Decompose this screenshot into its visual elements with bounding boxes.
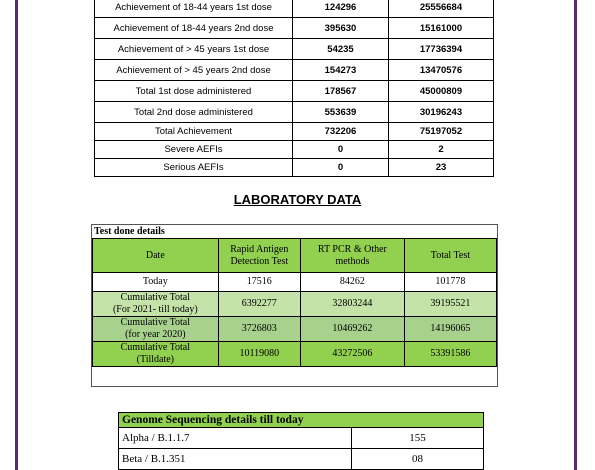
- row-label: Achievement of > 45 years 2nd dose: [95, 60, 293, 81]
- table-row: [93, 342, 497, 367]
- row-today: 732206: [293, 123, 389, 141]
- table-row: [95, 81, 494, 102]
- row-total: 23: [389, 159, 494, 177]
- header-rtpcr-line2: methods: [335, 255, 370, 267]
- table-row: [95, 0, 494, 18]
- table-header-row: [93, 239, 497, 273]
- today-total: 101778: [404, 273, 496, 292]
- cum2020-label-line2: (for year 2020): [125, 329, 186, 340]
- table-row: [119, 449, 484, 470]
- variant-count: 08: [352, 449, 484, 470]
- row-today: 54235: [293, 39, 389, 60]
- lab-table: [92, 238, 497, 367]
- row-label: Total Achievement: [95, 123, 293, 141]
- row-today: 0: [293, 141, 389, 159]
- row-label: Achievement of 18-44 years 1st dose: [95, 0, 293, 18]
- row-today: 154273: [293, 60, 389, 81]
- row-label: Severe AEFIs: [95, 141, 293, 159]
- row-label: Achievement of > 45 years 1st dose: [95, 39, 293, 60]
- lab-data-box: [91, 224, 498, 387]
- table-row: [93, 273, 497, 292]
- page-border-left: [15, 0, 18, 470]
- header-rapid-line1: Rapid Antigen: [230, 243, 289, 255]
- row-label: Total 1st dose administered: [95, 81, 293, 102]
- row-total: 13470576: [389, 60, 494, 81]
- row-label: Serious AEFIs: [95, 159, 293, 177]
- today-rapid: 17516: [218, 273, 300, 292]
- table-row: [95, 141, 494, 159]
- header-rtpcr-line1: RT PCR & Other: [317, 243, 387, 255]
- cum2021-label-line2: (For 2021- till today): [112, 304, 198, 315]
- vaccination-table: [94, 0, 494, 177]
- page-border-right: [574, 0, 577, 470]
- genome-title: Genome Sequencing details till today: [119, 413, 484, 428]
- row-total: 15161000: [389, 18, 494, 39]
- table-row: [95, 102, 494, 123]
- cumall-label-line2: (Tilldate): [136, 354, 175, 365]
- cumall-label: [93, 342, 219, 367]
- genome-header-row: [119, 413, 484, 428]
- header-rtpcr: [300, 239, 404, 273]
- cum2020-rtpcr: 10469262: [300, 317, 404, 342]
- variant-name: Alpha / B.1.1.7: [119, 428, 352, 449]
- cumall-rtpcr: 43272506: [300, 342, 404, 367]
- lab-subtitle: Test done details: [94, 226, 165, 237]
- variant-name: Beta / B.1.351: [119, 449, 352, 470]
- row-total: 2: [389, 141, 494, 159]
- cumall-rapid: 10119080: [218, 342, 300, 367]
- table-row: [95, 60, 494, 81]
- table-row: [95, 159, 494, 177]
- section-title: LABORATORY DATA: [233, 192, 362, 207]
- table-row: [93, 292, 497, 317]
- table-row: [119, 428, 484, 449]
- header-rapid-line2: Detection Test: [230, 255, 289, 267]
- header-total: Total Test: [404, 239, 496, 273]
- cum2021-total: 39195521: [404, 292, 496, 317]
- cumall-total: 53391586: [404, 342, 496, 367]
- row-today: 178567: [293, 81, 389, 102]
- row-total: 30196243: [389, 102, 494, 123]
- variant-count: 155: [352, 428, 484, 449]
- table-row: [95, 123, 494, 141]
- header-date: Date: [93, 239, 219, 273]
- cum2020-total: 14196065: [404, 317, 496, 342]
- row-total: 45000809: [389, 81, 494, 102]
- cumall-label-line1: Cumulative Total: [120, 342, 191, 353]
- row-today: 0: [293, 159, 389, 177]
- row-label: Total 2nd dose administered: [95, 102, 293, 123]
- table-row: [93, 317, 497, 342]
- table-row: [95, 18, 494, 39]
- row-today: 124296: [293, 0, 389, 18]
- today-label: Today: [93, 273, 219, 292]
- row-total: 25556684: [389, 0, 494, 18]
- row-total: 75197052: [389, 123, 494, 141]
- cum2020-rapid: 3726803: [218, 317, 300, 342]
- genome-table: [118, 412, 484, 470]
- today-rtpcr: 84262: [300, 273, 404, 292]
- cum2020-label: [93, 317, 219, 342]
- row-today: 553639: [293, 102, 389, 123]
- cum2021-rtpcr: 32803244: [300, 292, 404, 317]
- row-today: 395630: [293, 18, 389, 39]
- cum2020-label-line1: Cumulative Total: [120, 317, 191, 328]
- cum2021-rapid: 6392277: [218, 292, 300, 317]
- row-label: Achievement of 18-44 years 2nd dose: [95, 18, 293, 39]
- row-total: 17736394: [389, 39, 494, 60]
- header-rapid: [218, 239, 300, 273]
- cum2021-label-line1: Cumulative Total: [120, 292, 191, 303]
- table-row: [95, 39, 494, 60]
- cum2021-label: [93, 292, 219, 317]
